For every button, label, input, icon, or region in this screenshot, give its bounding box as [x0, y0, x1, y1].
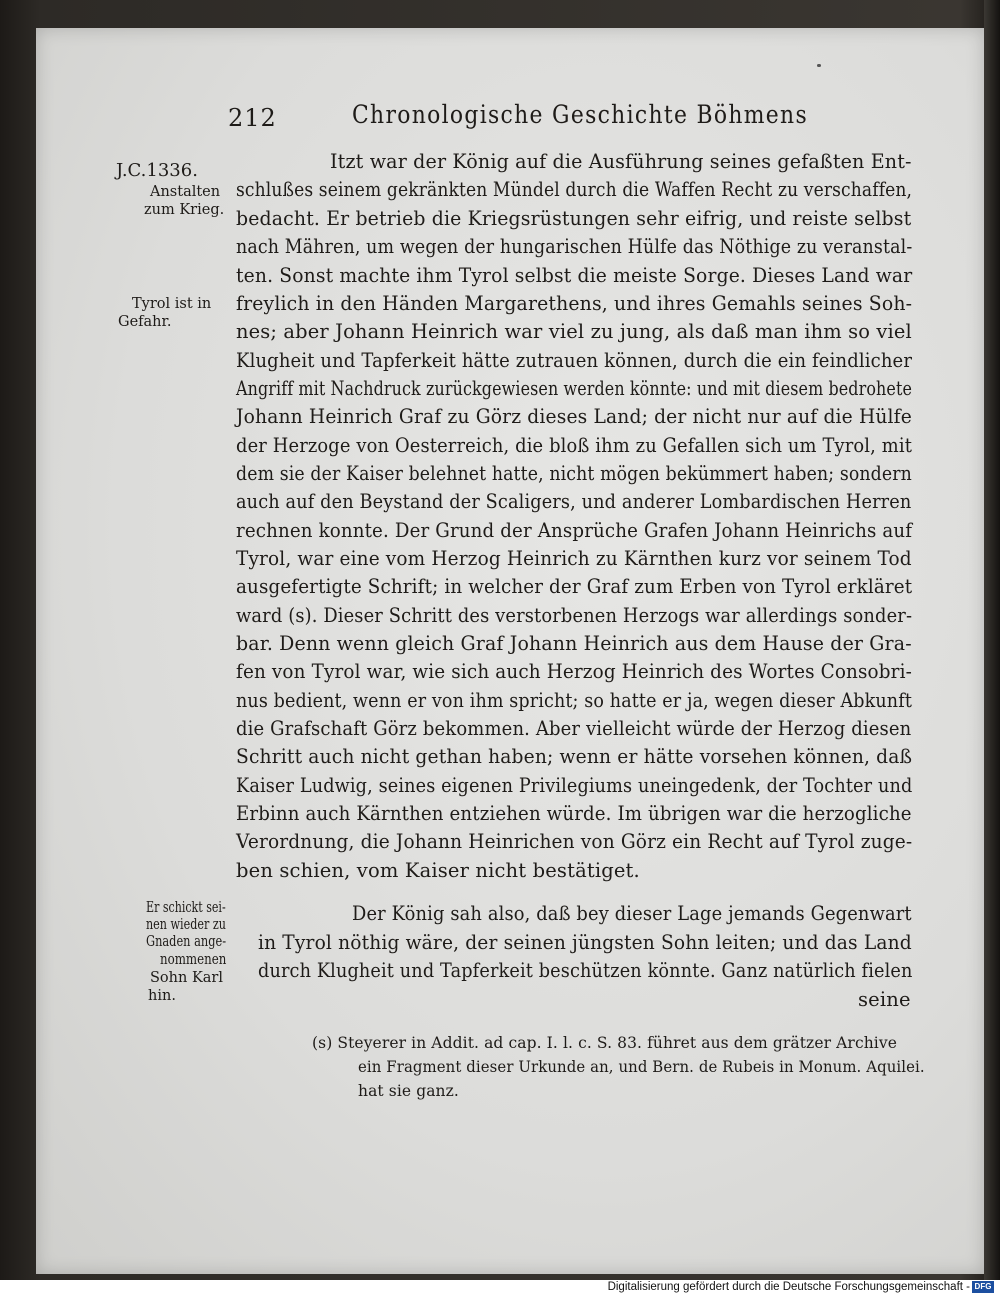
body-text-line: nes; aber Johann Heinrich war viel zu jung, als daß man ihm so viel — [236, 320, 912, 343]
footnote-line: ein Fragment dieser Urkunde an, und Bern. de Rubeis in Monum. Aquilei. — [358, 1058, 925, 1076]
margin-note-year: J.C.1336. — [116, 160, 198, 181]
margin-note-line: Gnaden ange- — [146, 934, 227, 950]
body-text-line: nus bedient, wenn er von ihm spricht; so hatte er ja, wegen dieser Abkunft — [236, 689, 913, 712]
body-text-line: Schritt auch nicht gethan haben; wenn er hätte vorsehen können, daß — [236, 745, 913, 768]
margin-note-line: nommenen — [160, 952, 227, 968]
page-number: 212 — [228, 104, 277, 132]
body-text-line: ward (s). Dieser Schritt des verstorbenen Herzogs war allerdings sonder- — [236, 604, 913, 627]
margin-note-line: Anstalten — [150, 184, 221, 200]
body-text-line: nach Mähren, um wegen der hungarischen Hülfe das Nöthige zu veranstal- — [236, 235, 913, 258]
body-text-line: schlußes seinem gekränkten Mündel durch die Waffen Recht zu verschaffen, — [236, 178, 913, 201]
body-text-line: Johann Heinrich Graf zu Görz dieses Land; der nicht nur auf die Hülfe — [236, 405, 912, 428]
book-edge — [984, 0, 1000, 1280]
body-text-line: Verordnung, die Johann Heinrichen von Görz ein Recht auf Tyrol zuge- — [236, 830, 913, 853]
footnote-line: (s) Steyerer in Addit. ad cap. I. l. c. S. 83. führet aus dem grätzer Archive — [312, 1034, 897, 1052]
body-text-line: bedacht. Er betrieb die Kriegsrüstungen sehr eifrig, und reiste selbst — [236, 207, 912, 230]
body-text-line: Klugheit und Tapferkeit hätte zutrauen können, durch die ein feindlicher — [236, 349, 913, 372]
margin-note-line: Sohn Karl — [150, 970, 223, 986]
margin-note-line: Er schickt sei- — [146, 900, 226, 916]
body-text-line: fen von Tyrol war, wie sich auch Herzog Heinrich des Wortes Consobri- — [236, 660, 912, 683]
body-text-line: durch Klugheit und Tapferkeit beschützen könnte. Ganz natürlich fielen — [258, 959, 913, 982]
body-text-line: dem sie der Kaiser belehnet hatte, nicht mögen bekümmert haben; sondern — [236, 462, 912, 485]
ink-speck — [817, 64, 821, 67]
margin-note-line: Gefahr. — [118, 314, 172, 330]
body-text-line: in Tyrol nöthig wäre, der seinen jüngsten Sohn leiten; und das Land — [258, 931, 912, 954]
body-text-line: auch auf den Beystand der Scaligers, und anderer Lombardischen Herren — [236, 490, 912, 513]
body-text-line: Der König sah also, daß bey dieser Lage jemands Gegenwart — [352, 902, 912, 925]
body-text-line: Kaiser Ludwig, seines eigenen Privilegiums uneingedenk, der Tochter und — [236, 774, 913, 797]
body-text-line: Itzt war der König auf die Ausführung seines gefaßten Ent- — [330, 150, 912, 173]
margin-note-line: zum Krieg. — [144, 202, 225, 218]
body-text-line: ben schien, vom Kaiser nicht bestätiget. — [236, 859, 640, 882]
dfg-logo: DFG — [972, 1281, 994, 1293]
body-text-line: Tyrol, war eine vom Herzog Heinrich zu Kärnthen kurz vor seinem Tod — [236, 547, 912, 570]
body-text-line: freylich in den Händen Margarethens, und ihres Gemahls seines Soh- — [236, 292, 913, 315]
footnote-line: hat sie ganz. — [358, 1082, 459, 1100]
margin-note-line: Tyrol ist in — [132, 296, 212, 312]
catchword: seine — [858, 988, 911, 1011]
body-text-line: ten. Sonst machte ihm Tyrol selbst die meiste Sorge. Dieses Land war — [236, 264, 913, 287]
body-text-line: Erbinn auch Kärnthen entziehen würde. Im übrigen war die herzogliche — [236, 802, 912, 825]
margin-note-line: nen wieder zu — [146, 917, 226, 933]
body-text-line: Angriff mit Nachdruck zurückgewiesen werden könnte: und mit diesem bedrohete — [236, 377, 913, 400]
margin-note-line: hin. — [148, 988, 176, 1004]
body-text-line: der Herzoge von Oesterreich, die bloß ihm zu Gefallen sich um Tyrol, mit — [236, 434, 913, 457]
digitization-credit: Digitalisierung gefördert durch die Deutsche Forschungsgemeinschaft - — [607, 1281, 970, 1293]
body-text-line: bar. Denn wenn gleich Graf Johann Heinrich aus dem Hause der Gra- — [236, 632, 912, 655]
running-title: Chronologische Geschichte Böhmens — [352, 100, 809, 129]
body-text-line: die Grafschaft Görz bekommen. Aber vielleicht würde der Herzog diesen — [236, 717, 912, 740]
body-text-line: rechnen konnte. Der Grund der Ansprüche Grafen Johann Heinrichs auf — [236, 519, 913, 542]
body-text-line: ausgefertigte Schrift; in welcher der Graf zum Erben von Tyrol erkläret — [236, 575, 913, 598]
